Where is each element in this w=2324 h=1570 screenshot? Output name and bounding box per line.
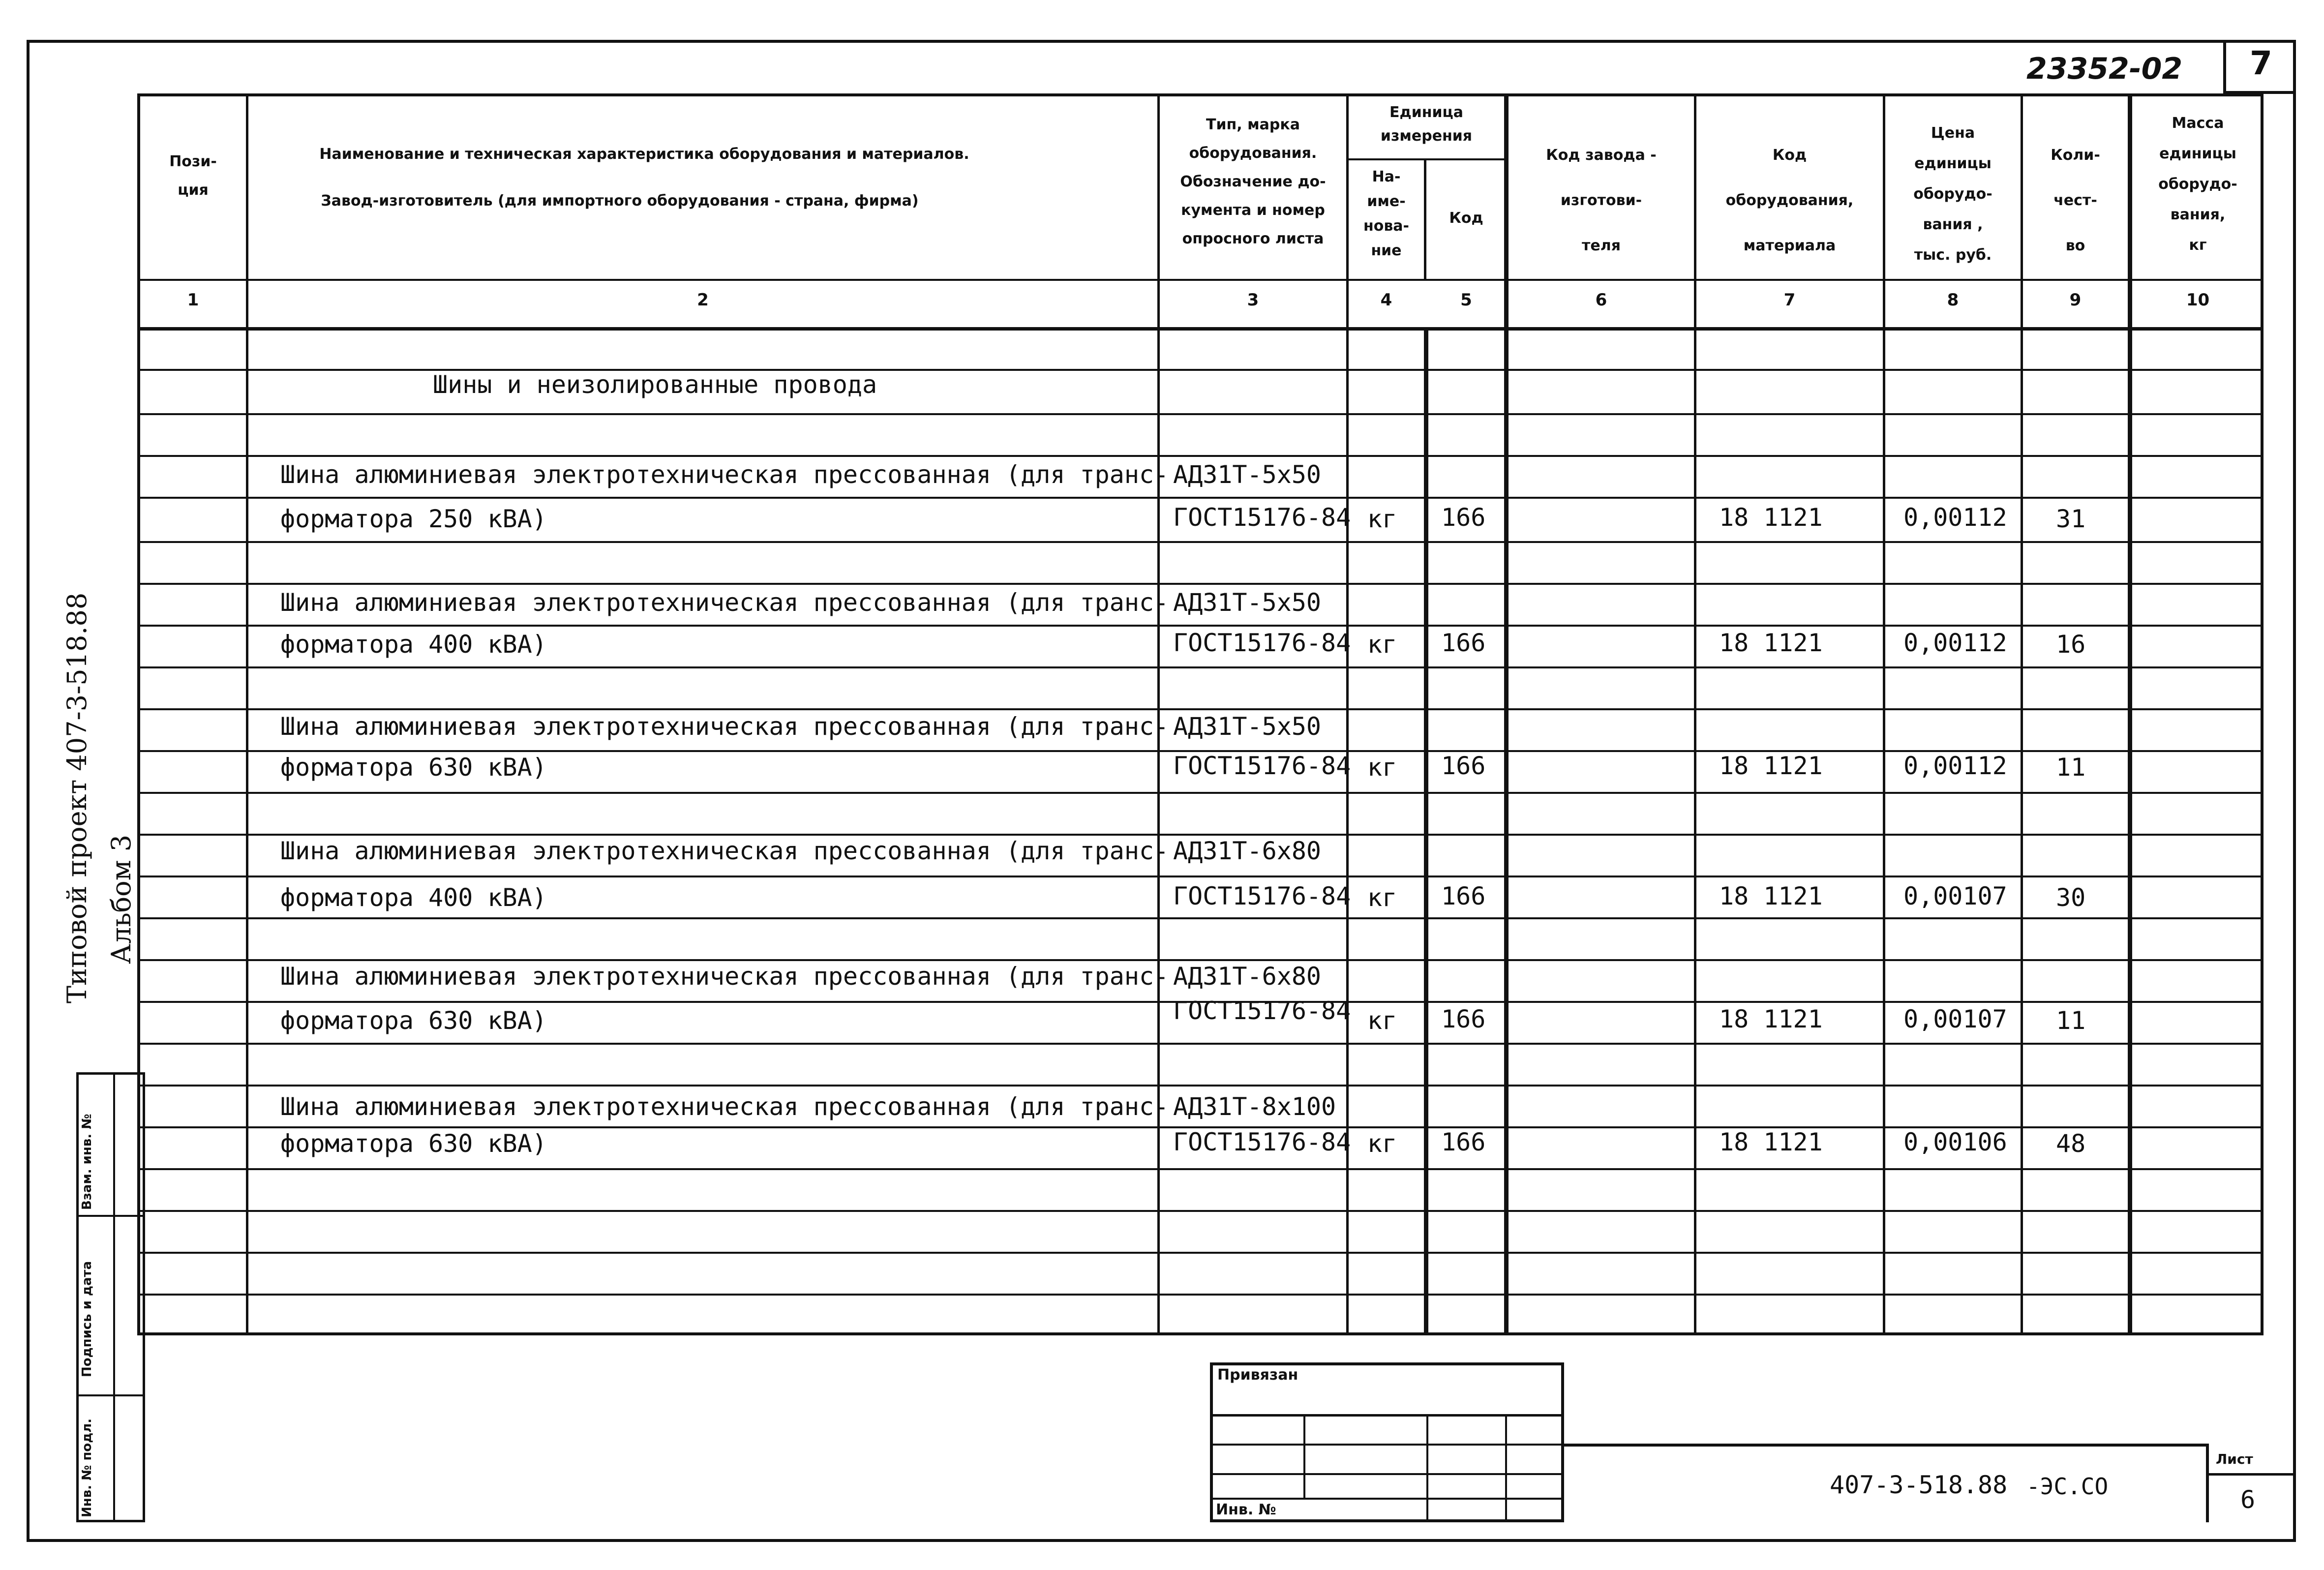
side-title-project: Типовой проект 407-3-518.88 bbox=[61, 592, 92, 1003]
col-line-4-body bbox=[1424, 327, 1428, 1335]
item-unit: кг bbox=[1367, 753, 1397, 782]
title-block-attach-vline bbox=[1303, 1414, 1305, 1498]
item-standard: ГОСТ15176-84 bbox=[1173, 1128, 1351, 1156]
col-number: 5 bbox=[1460, 290, 1472, 310]
item-type: АД31Т-5х50 bbox=[1173, 588, 1322, 617]
item-name-line1: Шина алюминиевая электротехническая прессованная (для транс- bbox=[280, 460, 1169, 489]
item-quantity: 48 bbox=[2056, 1129, 2086, 1158]
title-block-attach-line bbox=[1210, 1498, 1564, 1500]
col-number: 10 bbox=[2186, 290, 2210, 310]
inv-no-label: Инв. № bbox=[1216, 1501, 1276, 1518]
col-number: 9 bbox=[2069, 290, 2082, 310]
item-unit: кг bbox=[1367, 883, 1397, 912]
item-quantity: 31 bbox=[2056, 505, 2086, 533]
col-number: 8 bbox=[1947, 290, 1959, 310]
stamp-sep-1 bbox=[76, 1215, 145, 1217]
stamp-sep-2 bbox=[76, 1394, 145, 1396]
item-price: 0,00106 bbox=[1903, 1128, 2007, 1156]
item-type: АД31Т-6х80 bbox=[1173, 837, 1322, 865]
title-block-attach-vline bbox=[1505, 1414, 1507, 1522]
header-name-line1: Наименование и техническая характеристика оборудования и материалов. bbox=[319, 146, 969, 163]
item-price: 0,00107 bbox=[1903, 1005, 2007, 1033]
header-name-line2: Завод-изготовитель (для импортного оборудования - страна, фирма) bbox=[321, 192, 919, 210]
header-plant-code: Код завода - изготови- теля bbox=[1546, 147, 1657, 254]
header-price: Цена единицы оборудо- вания , тыс. руб. bbox=[1913, 124, 1992, 264]
col-number: 1 bbox=[187, 290, 199, 310]
stamp-column-divider bbox=[113, 1072, 115, 1522]
row-line bbox=[137, 1043, 2264, 1045]
item-type: АД31Т-8х100 bbox=[1173, 1092, 1336, 1121]
item-type: АД31Т-5х50 bbox=[1173, 460, 1322, 489]
stamp-label-inv-orig: Инв. № подл. bbox=[80, 1418, 94, 1517]
item-unit-code: 166 bbox=[1441, 503, 1486, 532]
row-line bbox=[137, 1210, 2264, 1212]
item-price: 0,00107 bbox=[1903, 882, 2007, 910]
section-title: Шины и неизолированные провода bbox=[433, 370, 877, 399]
item-standard: ГОСТ15176-84 bbox=[1173, 882, 1351, 910]
header-mass: Масса единицы оборудо- вания, кг bbox=[2158, 115, 2237, 254]
doc-code: 407-3-518.88 bbox=[1830, 1471, 2008, 1499]
item-name-line1: Шина алюминиевая электротехническая прессованная (для транс- bbox=[280, 837, 1169, 865]
item-unit-code: 166 bbox=[1441, 752, 1486, 780]
item-equip-code: 18 1121 bbox=[1719, 629, 1823, 657]
numbers-bottom-line bbox=[137, 327, 2264, 331]
title-block-attach-line bbox=[1210, 1414, 1564, 1417]
corner-sheet-number: 7 bbox=[2250, 44, 2272, 82]
item-name-line2: форматора 630 кВА) bbox=[280, 753, 547, 782]
item-quantity: 30 bbox=[2056, 883, 2086, 912]
item-type: АД31Т-5х50 bbox=[1173, 712, 1322, 741]
row-line bbox=[137, 876, 2264, 877]
item-quantity: 11 bbox=[2056, 1006, 2086, 1035]
header-bottom-line bbox=[137, 279, 2264, 281]
item-unit: кг bbox=[1367, 630, 1397, 659]
attached-label: Привязан bbox=[1217, 1366, 1298, 1384]
item-quantity: 16 bbox=[2056, 630, 2086, 659]
item-unit: кг bbox=[1367, 1006, 1397, 1035]
item-equip-code: 18 1121 bbox=[1719, 1005, 1823, 1033]
sheet-label: Лист bbox=[2216, 1451, 2253, 1467]
item-price: 0,00112 bbox=[1903, 503, 2007, 532]
item-name-line2: форматора 250 кВА) bbox=[280, 505, 547, 533]
col-number: 6 bbox=[1595, 290, 1607, 310]
item-name-line1: Шина алюминиевая электротехническая прессованная (для транс- bbox=[280, 1092, 1169, 1121]
sheet-number-box-line bbox=[2206, 1473, 2296, 1476]
title-block-main-line bbox=[1564, 1444, 2207, 1447]
row-line bbox=[137, 541, 2264, 543]
row-line bbox=[137, 959, 2264, 961]
stamp-label-swap-inv: Взам. инв. № bbox=[80, 1114, 94, 1210]
item-name-line1: Шина алюминиевая электротехническая прессованная (для транс- bbox=[280, 588, 1169, 617]
col-number: 7 bbox=[1783, 290, 1796, 310]
item-name-line1: Шина алюминиевая электротехническая прессованная (для транс- bbox=[280, 962, 1169, 991]
item-unit-code: 166 bbox=[1441, 882, 1486, 910]
row-line bbox=[137, 1252, 2264, 1254]
row-line bbox=[137, 708, 2264, 710]
item-name-line2: форматора 400 кВА) bbox=[280, 630, 547, 659]
col-line-4 bbox=[1424, 158, 1426, 279]
title-block-attach-line bbox=[1210, 1444, 1564, 1446]
col-number: 3 bbox=[1247, 290, 1259, 310]
item-equip-code: 18 1121 bbox=[1719, 1128, 1823, 1156]
header-equip-code: Код оборудования, материала bbox=[1725, 147, 1854, 254]
row-line bbox=[137, 583, 2264, 585]
item-equip-code: 18 1121 bbox=[1719, 503, 1823, 532]
row-line bbox=[137, 455, 2264, 457]
item-name-line2: форматора 400 кВА) bbox=[280, 883, 547, 912]
item-standard: ГОСТ15176-84 bbox=[1173, 629, 1351, 657]
item-unit-code: 166 bbox=[1441, 629, 1486, 657]
item-equip-code: 18 1121 bbox=[1719, 882, 1823, 910]
item-quantity: 11 bbox=[2056, 753, 2086, 782]
item-name-line2: форматора 630 кВА) bbox=[280, 1006, 547, 1035]
row-line bbox=[137, 792, 2264, 794]
stamp-label-signature: Подпись и дата bbox=[80, 1261, 94, 1377]
row-line bbox=[137, 1085, 2264, 1087]
header-position: Пози- ция bbox=[169, 153, 217, 199]
header-type: Тип, марка оборудования. Обозначение до- кумента и номер опросного листа bbox=[1180, 116, 1326, 247]
unit-group-line bbox=[1346, 158, 1504, 160]
header-unit-name: На- име- нова- ние bbox=[1363, 168, 1410, 259]
row-line bbox=[137, 413, 2264, 415]
doc-code-suffix: -ЭС.СО bbox=[2026, 1473, 2109, 1500]
col-number: 2 bbox=[697, 290, 709, 310]
row-line bbox=[137, 497, 2264, 499]
title-block-attach-line bbox=[1210, 1473, 1564, 1475]
row-line bbox=[137, 625, 2264, 627]
row-line bbox=[137, 1294, 2264, 1296]
item-type: АД31Т-6х80 bbox=[1173, 962, 1322, 991]
item-unit-code: 166 bbox=[1441, 1128, 1486, 1156]
header-quantity: Коли- чест- во bbox=[2051, 147, 2100, 254]
side-title-album: Альбом 3 bbox=[106, 834, 137, 964]
item-unit: кг bbox=[1367, 505, 1397, 533]
item-standard: ГОСТ15176-84 bbox=[1173, 752, 1351, 780]
col-number: 4 bbox=[1380, 290, 1392, 310]
sheet-number: 6 bbox=[2240, 1485, 2256, 1514]
item-price: 0,00112 bbox=[1903, 752, 2007, 780]
row-line bbox=[137, 666, 2264, 668]
item-standard: ГОСТ15176-84 bbox=[1173, 503, 1351, 532]
item-standard: ГОСТ15176-84 bbox=[1173, 996, 1351, 1025]
row-line bbox=[137, 1168, 2264, 1170]
item-price: 0,00112 bbox=[1903, 629, 2007, 657]
item-unit: кг bbox=[1367, 1129, 1397, 1158]
corner-doc-id: 23352-02 bbox=[2026, 52, 2183, 86]
item-unit-code: 166 bbox=[1441, 1005, 1486, 1033]
item-name-line2: форматора 630 кВА) bbox=[280, 1129, 547, 1158]
item-equip-code: 18 1121 bbox=[1719, 752, 1823, 780]
title-block-attach-vline bbox=[1426, 1414, 1428, 1522]
header-unit-code: Код bbox=[1449, 210, 1483, 227]
item-name-line1: Шина алюминиевая электротехническая прессованная (для транс- bbox=[280, 712, 1169, 741]
header-unit-group: Единица измерения bbox=[1380, 104, 1473, 145]
row-line bbox=[137, 834, 2264, 836]
row-line bbox=[137, 917, 2264, 919]
